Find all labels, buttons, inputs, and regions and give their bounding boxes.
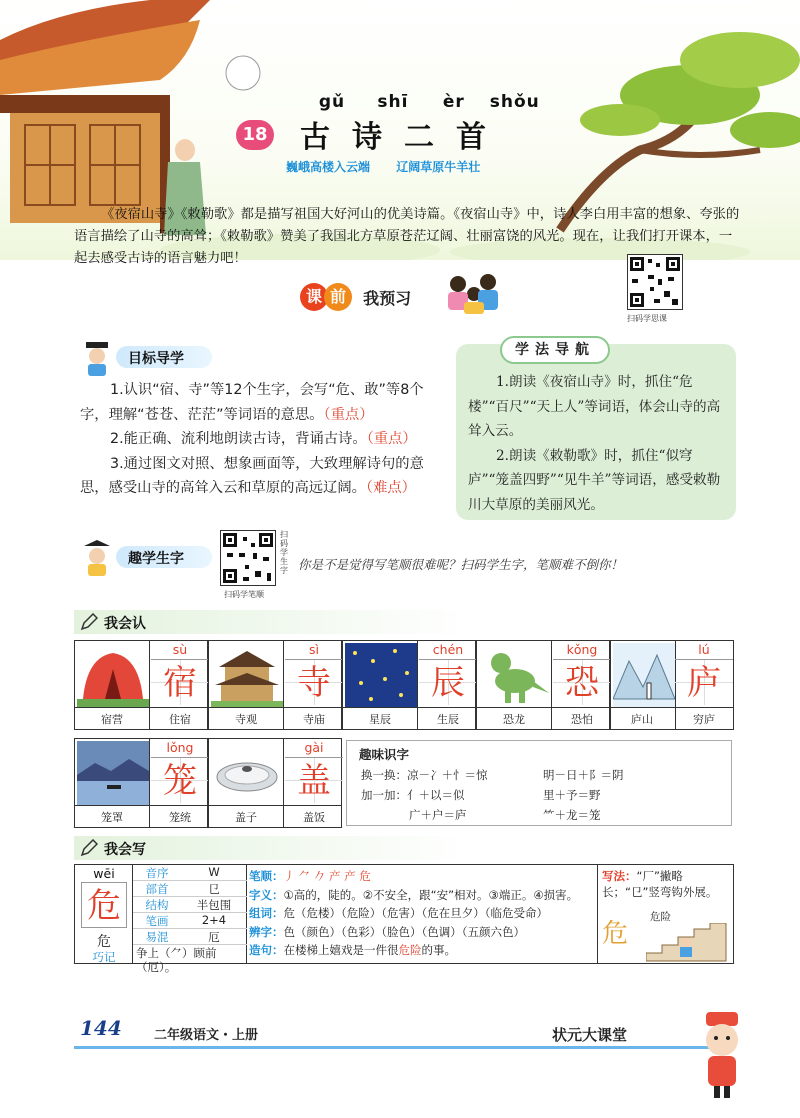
target-guide-tag: 目标导学 [116,346,212,368]
char-pinyin: kǒng [566,642,598,657]
fun-literacy-title: 趣味识字 [359,747,410,762]
info-value: W [208,865,220,879]
char-glyph: 辰 [419,659,477,705]
stroke-label: 笔顺： [249,869,284,883]
page-footer [74,1016,714,1044]
scholar-avatar-icon [80,340,114,376]
pencil-icon [80,613,98,631]
sentence [249,941,597,960]
fun-learning-note: 你是不是觉得写笔顺很难呢？扫码学生字，笔顺难不倒你！ [298,557,624,572]
pinyin-1: gǔ [318,92,346,112]
words-label: 组词： [249,906,284,920]
char-word-1: 庐山 [631,713,653,726]
write-pinyin: wēi [93,866,115,881]
book-name: 二年级语文・上册 [154,1028,259,1043]
dinosaur-image [479,643,551,707]
info-key: 笔画 [145,914,169,928]
card-hline [75,805,207,806]
write-heading-text: 我会写 [104,842,146,858]
lesson-subtitle [286,158,502,175]
target-item-1-text: 1.认识“宿、寺”等12个生字，会写“危、敢”等8个字，理解“苍苍、茫茫”等词语的意思。 [80,382,424,423]
char-card-chen [342,640,476,730]
writing-tip-text: “厂”撇略长；“㔾”竖弯钩外展。 [602,869,718,899]
char-word-1: 盖子 [235,811,257,824]
page-number: 144 [80,1016,122,1040]
info-row [133,865,247,881]
char-word-1: 恐龙 [503,713,525,726]
info-value: 厄 [208,930,220,944]
write-tip-column [597,865,733,963]
fun-rule-1: 换一换：凉－冫＋忄＝惊 [361,768,488,782]
char-word-2: 笼统 [169,811,191,824]
fun-rule-2: 明－日＋阝＝阴 [543,768,624,782]
target-item-3 [80,452,446,501]
fun-rule-6: ⺮＋龙＝笼 [543,808,601,822]
lesson-number-badge: 18 [236,120,274,150]
target-item-3-text: 3.通过图文对照、想象画面等，大致理解诗句的意思，感受山寺的高耸入云和草原的高远辽阔。 [80,455,424,496]
student-avatar-icon [80,540,114,576]
lid-image [211,741,283,805]
char-card-lu [610,640,734,730]
char-glyph: 庐 [675,659,733,705]
fun-learning-tag: 趣学生字 [116,546,212,568]
qr-code-1[interactable] [627,254,683,310]
target-item-2 [80,427,446,452]
info-key: 音序 [145,866,169,880]
write-char-small: 危 [97,934,111,950]
preclass-ke-badge: 课 [300,283,328,311]
card-hline [611,707,733,708]
brand-name: 状元大课堂 [552,1026,628,1044]
meaning-label: 字义： [249,887,284,902]
info-row [133,929,247,945]
target-list [80,378,446,501]
pinyin-2: shī [377,92,409,112]
distinguish-label: 辨字： [249,924,284,939]
pinyin-3: èr [442,92,465,112]
target-item-1 [80,378,446,427]
char-card-gai [208,738,342,828]
subtitle-line-1: 巍峨高楼入云端 [286,160,371,174]
char-card-kong [476,640,610,730]
writing-tip [602,868,730,900]
info-value: 2+4 [201,913,227,927]
fun-rule-4: 里＋予＝野 [543,788,601,802]
temple-image [211,643,283,707]
danger-word: 危险 [650,911,671,923]
char-pinyin: lǒng [166,740,194,755]
info-row [133,881,247,897]
char-glyph: 恐 [553,659,611,705]
words-text: 危（危楼）（危险）（危害）（危在旦夕）（临危受命） [283,906,548,920]
char-card-si [208,640,342,730]
distinguish [249,923,597,942]
study-method-title: 学法导航 [500,336,610,364]
target-item-2-text: 2.能正确、流利地朗读古诗，背诵古诗。 [110,431,367,447]
sentence-post: 的事。 [421,943,456,957]
char-word-2: 寺庙 [303,713,325,726]
write-detail-column [249,867,597,960]
char-word-2: 盖饭 [303,811,325,824]
mountain-image [613,643,675,707]
recognize-heading-text: 我会认 [104,616,146,632]
sentence-label: 造句： [249,943,284,957]
card-hline [477,707,609,708]
fun-rule-3: 加一加：亻＋以＝似 [361,788,465,802]
preclass-qian-badge: 前 [324,283,352,311]
title-pinyin [305,92,542,112]
char-word-1: 寺观 [235,713,257,726]
char-pinyin: chén [432,642,464,657]
char-pinyin: sì [309,642,319,657]
char-word-1: 笼罩 [101,811,123,824]
preclass-banner [300,283,411,317]
misty-river-image [77,741,149,805]
write-info-column [75,865,247,974]
word-forming [249,904,597,923]
target-item-1-key: （重点） [323,406,374,423]
info-row [133,913,247,929]
lesson-title: 古诗二首 [300,120,508,155]
stroke-order [249,867,597,886]
char-word-2: 住宿 [169,713,191,726]
char-glyph: 盖 [285,757,343,803]
meaning-text: ①高的，陡的。②不安全，跟“安”相对。③端正。④损害。 [283,887,579,902]
sentence-pre: 在楼梯上嬉戏是一件很 [283,943,399,957]
char-card-long [74,738,208,828]
info-key: 结构 [145,898,169,912]
char-card-su [74,640,208,730]
study-method-p1: 1.朗读《夜宿山寺》时，抓住“危楼”“百尺”“天上人”等词语，体会山寺的高耸入云。 [468,374,721,439]
sentence-highlight: 危险 [398,943,422,957]
write-tip-label: 巧记 [92,950,116,964]
lesson-intro: 《夜宿山寺》《敕勒歌》都是描写祖国大好河山的优美诗篇。《夜宿山寺》中，诗人李白用丰富的想象、夸张的语言描绘了山寺的高耸；《敕勒歌》赞美了我国北方草原苍茫辽阔、壮丽富饶的风光。现在，让我们打开课本，一起去感受古诗的语言魅力吧！ [74,207,740,266]
char-pinyin: gài [304,740,324,755]
target-item-3-key: （难点） [365,480,416,496]
char-pinyin: lú [698,642,710,657]
writing-tip-label: 写法： [602,869,637,883]
char-pinyin: sù [172,642,188,657]
stairs-image [646,923,728,963]
stroke-sequence: 丿 ⺈ 𠂊 产 产 危 [283,869,371,883]
meaning [249,886,597,905]
qr-code-2-label: 扫码学笔顺 [224,590,264,599]
card-hline [343,707,475,708]
char-word-2: 恐怕 [571,713,593,726]
pencil-icon [80,839,98,857]
qr-code-1-label: 扫码学思课 [627,314,667,323]
info-key: 部首 [145,882,169,896]
write-table [74,864,734,974]
write-char-cell [75,865,133,963]
card-hline [209,805,341,806]
footer-line [74,1046,714,1049]
memory-tip: 争上（⺈）顾前（厄）。 [136,946,217,974]
char-word-2: 生辰 [437,713,459,726]
study-method-text [468,370,730,517]
subtitle-line-2: 辽阔草原牛羊壮 [396,160,481,174]
char-glyph: 宿 [151,659,209,705]
char-word-1: 星辰 [369,713,391,726]
write-heading [74,836,794,860]
distinguish-text: 色（颜色）（色彩）（脸色）（色调）（五颜六色） [283,924,525,939]
preclass-title: 我预习 [363,289,412,308]
qr-code-2-pattern [221,531,275,585]
card-hline [75,707,207,708]
card-hline [209,707,341,708]
info-row [133,897,247,913]
char-word-1: 宿营 [101,713,123,726]
char-glyph: 寺 [285,659,343,705]
char-glyph: 笼 [151,757,209,803]
fun-rule-5: 广＋户＝庐 [409,808,467,822]
qr-code-2-side-label: 扫码学生字 [280,530,288,575]
qr-code-1-pattern [628,255,682,309]
info-value: 㔾 [208,882,220,896]
qr-code-2[interactable] [220,530,276,586]
study-method-p2: 2.朗读《敕勒歌》时，抓住“似穹庐”“笼盖四野”“见牛羊”等词语，感受敕勒川大草原的美丽风光。 [468,447,721,513]
family-reading-icon [440,268,510,318]
stars-image [345,643,417,707]
target-item-2-key: （重点） [366,431,417,447]
mascot-icon [690,1010,754,1100]
info-key: 易混 [145,930,169,944]
info-value: 半包围 [196,898,232,912]
danger-char: 危 [602,919,629,949]
tent-image [77,643,149,707]
write-char-glyph: 危 [81,882,127,928]
fun-literacy-box [346,740,732,826]
recognize-heading [74,610,794,634]
char-word-2: 穷庐 [693,713,715,726]
pinyin-4: shǒu [489,92,540,112]
